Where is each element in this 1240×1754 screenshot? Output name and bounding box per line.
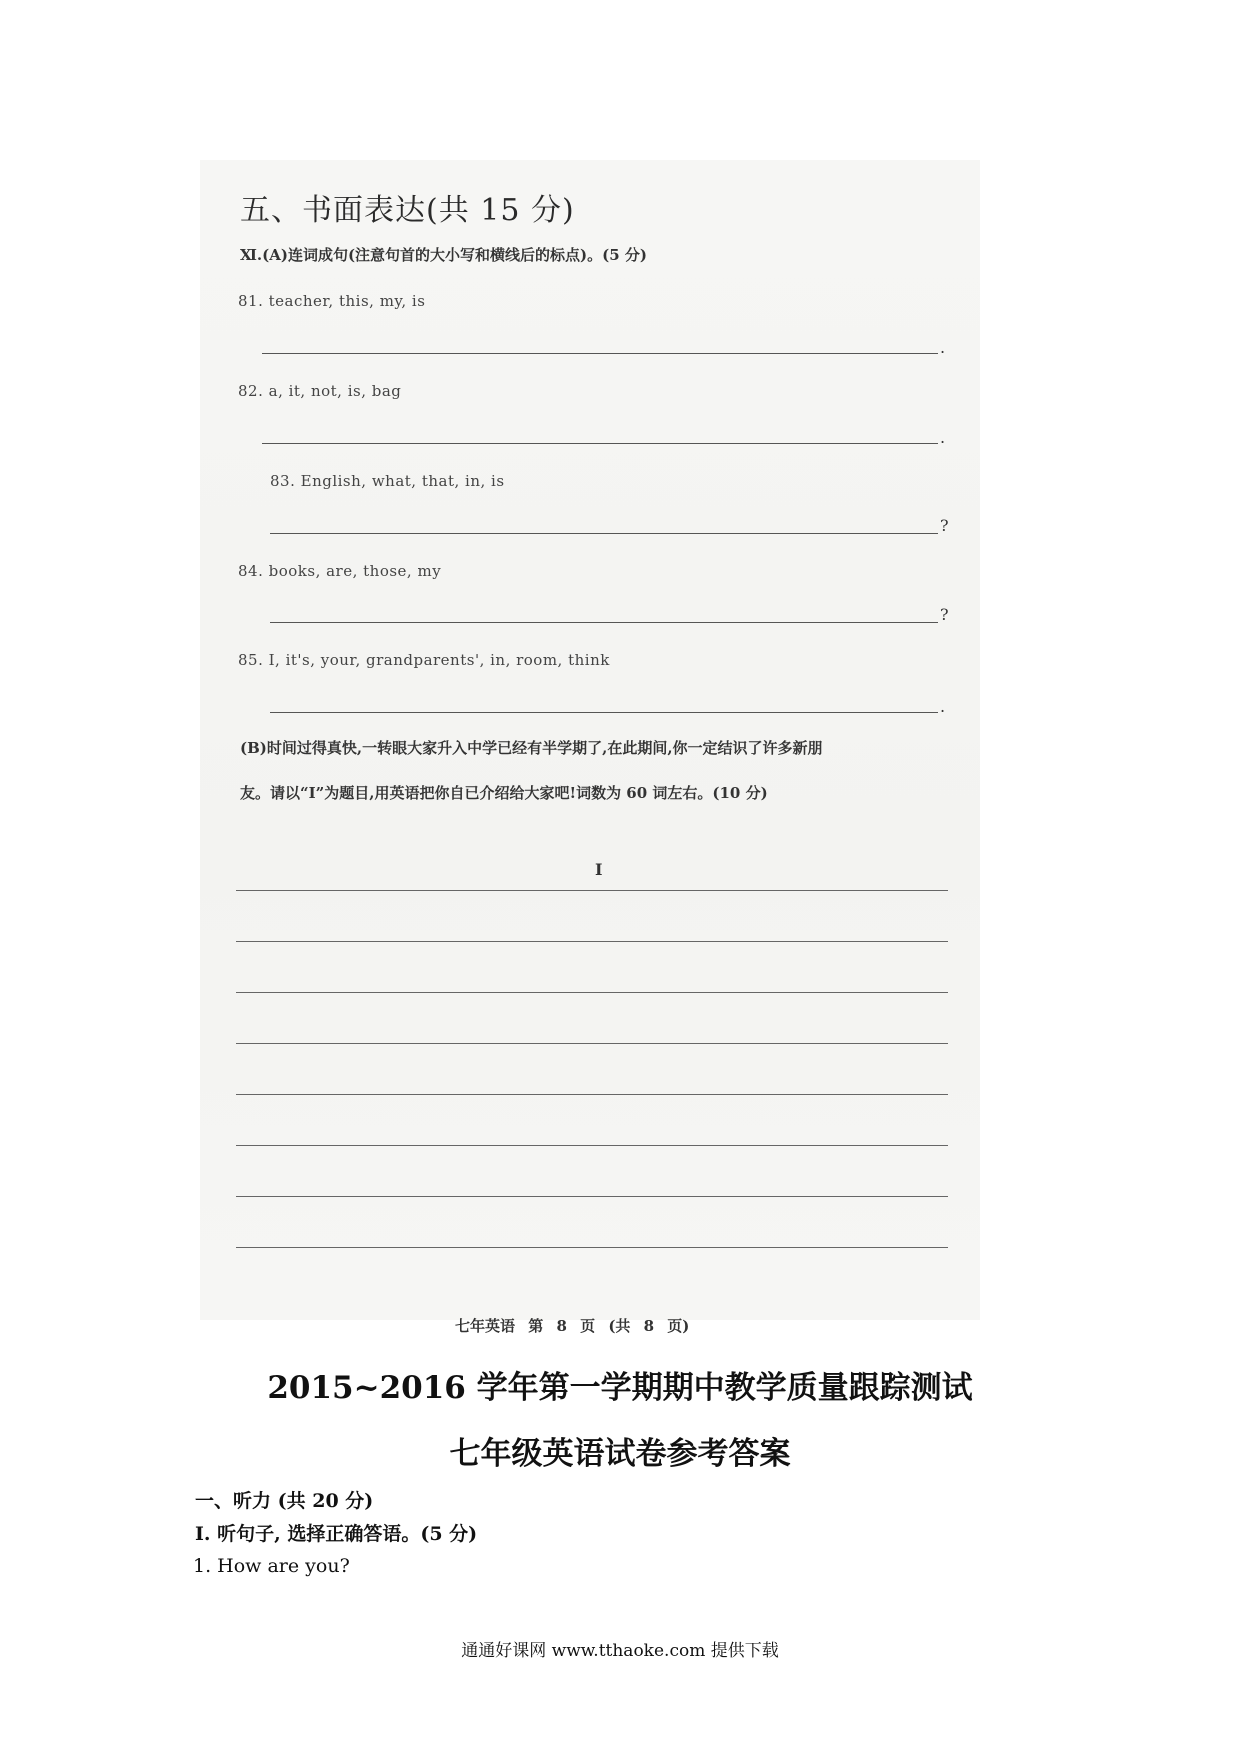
section-title: 五、书面表达(共 15 分) xyxy=(240,193,575,228)
answer-line-83[interactable] xyxy=(270,533,938,534)
answer-key-title: 2015~2016 学年第一学期期中教学质量跟踪测试 xyxy=(267,1370,973,1406)
part-a-instruction: Ⅺ.(A)连词成句(注意句首的大小写和横线后的标点)。(5 分) xyxy=(240,246,648,264)
question-83: 83. English, what, that, in, is xyxy=(270,472,505,490)
writing-line[interactable] xyxy=(236,1145,948,1146)
writing-line[interactable] xyxy=(236,941,948,942)
question-84: 84. books, are, those, my xyxy=(238,562,442,580)
source-note: 通通好课网 www.tthaoke.com 提供下载 xyxy=(461,1641,779,1661)
question-81: 81. teacher, this, my, is xyxy=(238,292,426,310)
question-82: 82. a, it, not, is, bag xyxy=(238,382,402,400)
writing-line[interactable] xyxy=(236,1196,948,1197)
question-85: 85. I, it's, your, grandparents', in, room, think xyxy=(238,651,610,669)
writing-line[interactable] xyxy=(236,1247,948,1248)
writing-line[interactable] xyxy=(236,1043,948,1044)
answer-line-81[interactable] xyxy=(262,353,938,354)
answer-end-81: . xyxy=(940,338,946,357)
writing-line[interactable] xyxy=(236,890,948,891)
answer-end-85: . xyxy=(940,697,946,716)
answer-end-84: ? xyxy=(940,605,949,624)
answer-line-85[interactable] xyxy=(270,712,938,713)
part-b-instruction-line2: 友。请以“I”为题目,用英语把你自已介绍给大家吧!词数为 60 词左右。(10 分) xyxy=(240,784,768,802)
answer-key-subtitle: 七年级英语试卷参考答案 xyxy=(449,1436,791,1472)
answer-line-82[interactable] xyxy=(262,443,938,444)
writing-line[interactable] xyxy=(236,992,948,993)
answer-end-83: ? xyxy=(940,516,949,535)
composition-title: I xyxy=(595,860,603,879)
answer-item-1: 1. How are you? xyxy=(193,1555,350,1577)
page-footer: 七年英语 第 8 页 (共 8 页) xyxy=(455,1317,690,1335)
listening-section-heading: 一、听力 (共 20 分) xyxy=(195,1490,374,1512)
answer-line-84[interactable] xyxy=(270,622,938,623)
writing-line[interactable] xyxy=(236,1094,948,1095)
part-b-instruction-line1: (B)时间过得真快,一转眼大家升入中学已经有半学期了,在此期间,你一定结识了许多新朋 xyxy=(240,739,823,757)
part-1-heading: I. 听句子, 选择正确答语。(5 分) xyxy=(195,1523,478,1545)
answer-end-82: . xyxy=(940,428,946,447)
